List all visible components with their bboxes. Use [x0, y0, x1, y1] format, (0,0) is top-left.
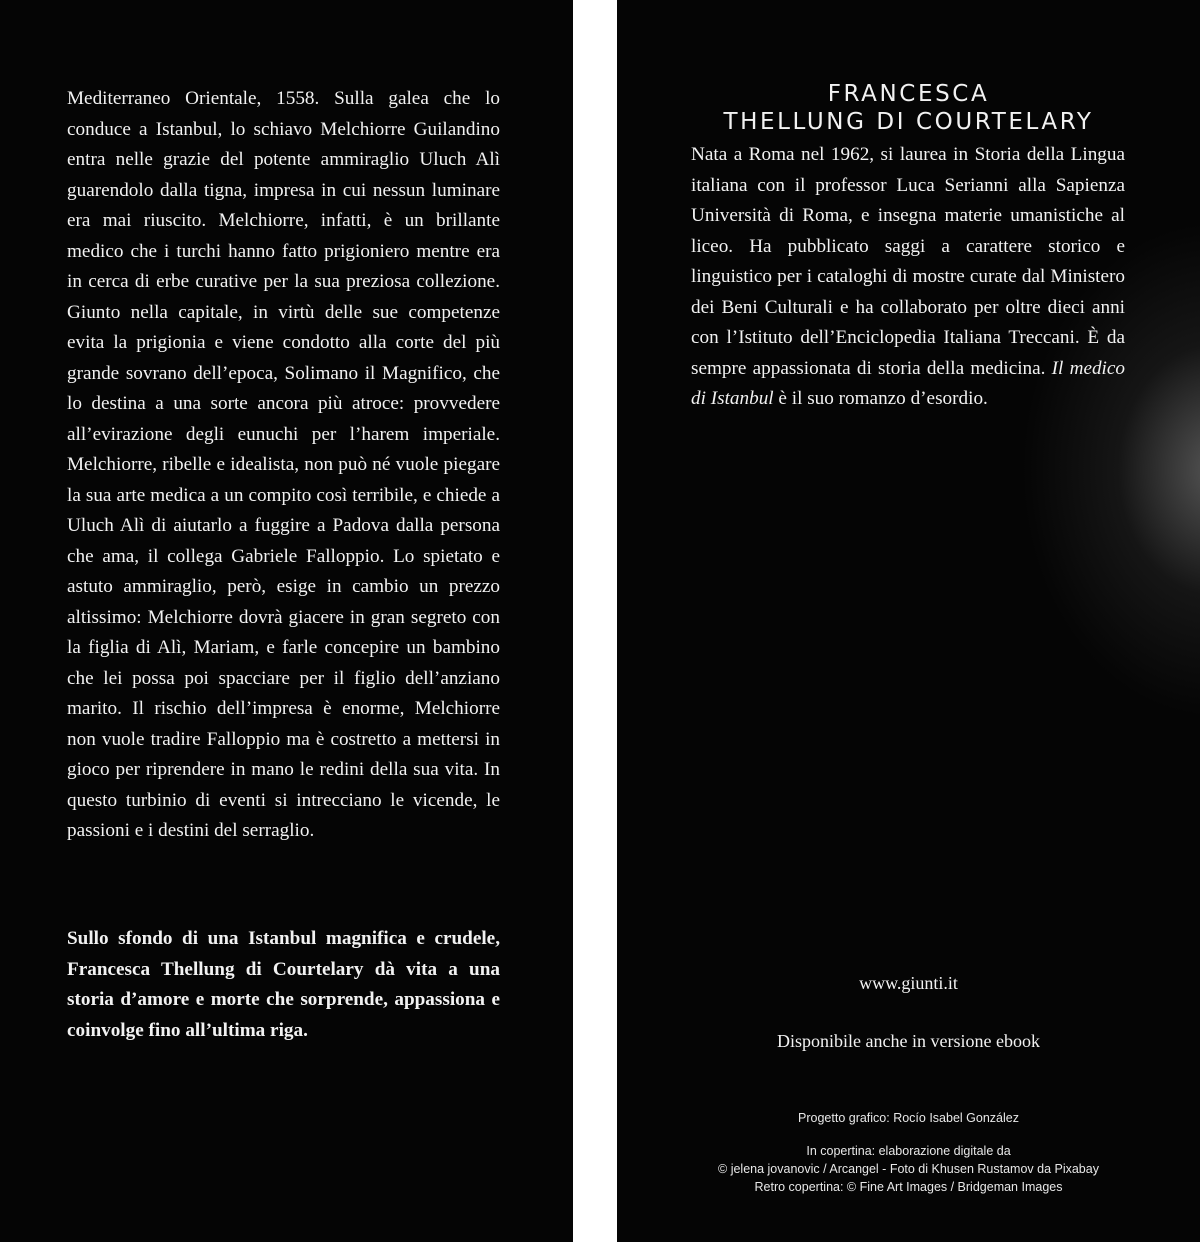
- author-name-heading: [617, 80, 1200, 136]
- cover-credit-line-1: In copertina: elaborazione digitale da: [806, 1144, 1011, 1158]
- tagline-paragraph: Sullo sfondo di una Istanbul magnifica e crudele, Francesca Thellung di Courtelary dà vita a una storia d’amore e morte che sorprende, appassiona e coinvolge fino all’ultima riga.: [67, 928, 500, 1041]
- author-bio-paragraph: [691, 140, 1125, 415]
- author-bio-text-1: Nata a Roma nel 1962, si laurea in Storia della Lingua italiana con il professor Luca Serianni alla Sapienza Università di Roma, e insegna materie umanistiche al liceo. Ha pubblicato saggi a carattere storico e linguistico per i cataloghi di mostre curate dal Ministero dei Beni Culturali e ha collaborato per oltre dieci anni con l’Istituto dell’Enciclopedia Italiana Treccani. È da sempre appassionata di storia della medicina.: [691, 144, 1125, 379]
- left-flap-panel: [0, 0, 573, 1242]
- author-name-line1: FRANCESCA: [827, 81, 990, 107]
- design-credit: [617, 1109, 1200, 1127]
- synopsis-paragraph: Mediterraneo Orientale, 1558. Sulla galea che lo conduce a Istanbul, lo schiavo Melchiorre Guilandino entra nelle grazie del potente ammiraglio Uluch Alì guarendolo dalla tigna, impresa in cui nessun luminare era mai riuscito. Melchiorre, infatti, è un brillante medico che i turchi hanno fatto prigioniero mentre era in cerca di erbe curative per la sua preziosa collezione. Giunto nella capitale, in virtù delle sue competenze evita la prigionia e viene condotto alla corte del più grande sovrano dell’epoca, Solimano il Magnifico, che lo destina a una sorte ancora più atroce: provvedere all’evirazione degli eunuchi per l’harem imperiale. Melchiorre, ribelle e idealista, non può né vuole piegare la sua arte medica a un compito così terribile, e chiede a Uluch Alì di aiutarlo a fuggire a Padova dalla persona che ama, il collega Gabriele Falloppio. Lo spietato e astuto ammiraglio, però, esige in cambio un prezzo altissimo: Melchiorre dovrà giacere in gran segreto con la figlia di Alì, Mariam, e farle concepire un bambino che lei possa poi spacciare per il figlio dell’anziano marito. Il rischio dell’impresa è enorme, Melchiorre non vuole tradire Falloppio ma è costretto a mettersi in gioco per riprendere in mano le redini della sua vita. In questo turbinio di eventi si intrecciano le vicende, le passioni e i destini del serraglio.: [67, 88, 500, 841]
- cover-credit-line-2: © jelena jovanovic / Arcangel - Foto di Khusen Rustamov da Pixabay: [718, 1162, 1099, 1176]
- back-cover-credit-line: Retro copertina: © Fine Art Images / Bridgeman Images: [754, 1180, 1063, 1194]
- design-credit-line: Progetto grafico: Rocío Isabel González: [798, 1111, 1019, 1125]
- right-flap-panel: [617, 0, 1200, 1242]
- image-credits: [617, 1142, 1200, 1196]
- author-bio-text-2: è il suo romanzo d’esordio.: [773, 388, 988, 409]
- ebook-availability-note: Disponibile anche in versione ebook: [777, 1031, 1040, 1051]
- publisher-website: www.giunti.it: [859, 973, 958, 993]
- author-name-line2: THELLUNG DI COURTELARY: [723, 109, 1094, 135]
- book-title-italic: Il medico di Istanbul: [691, 357, 1125, 409]
